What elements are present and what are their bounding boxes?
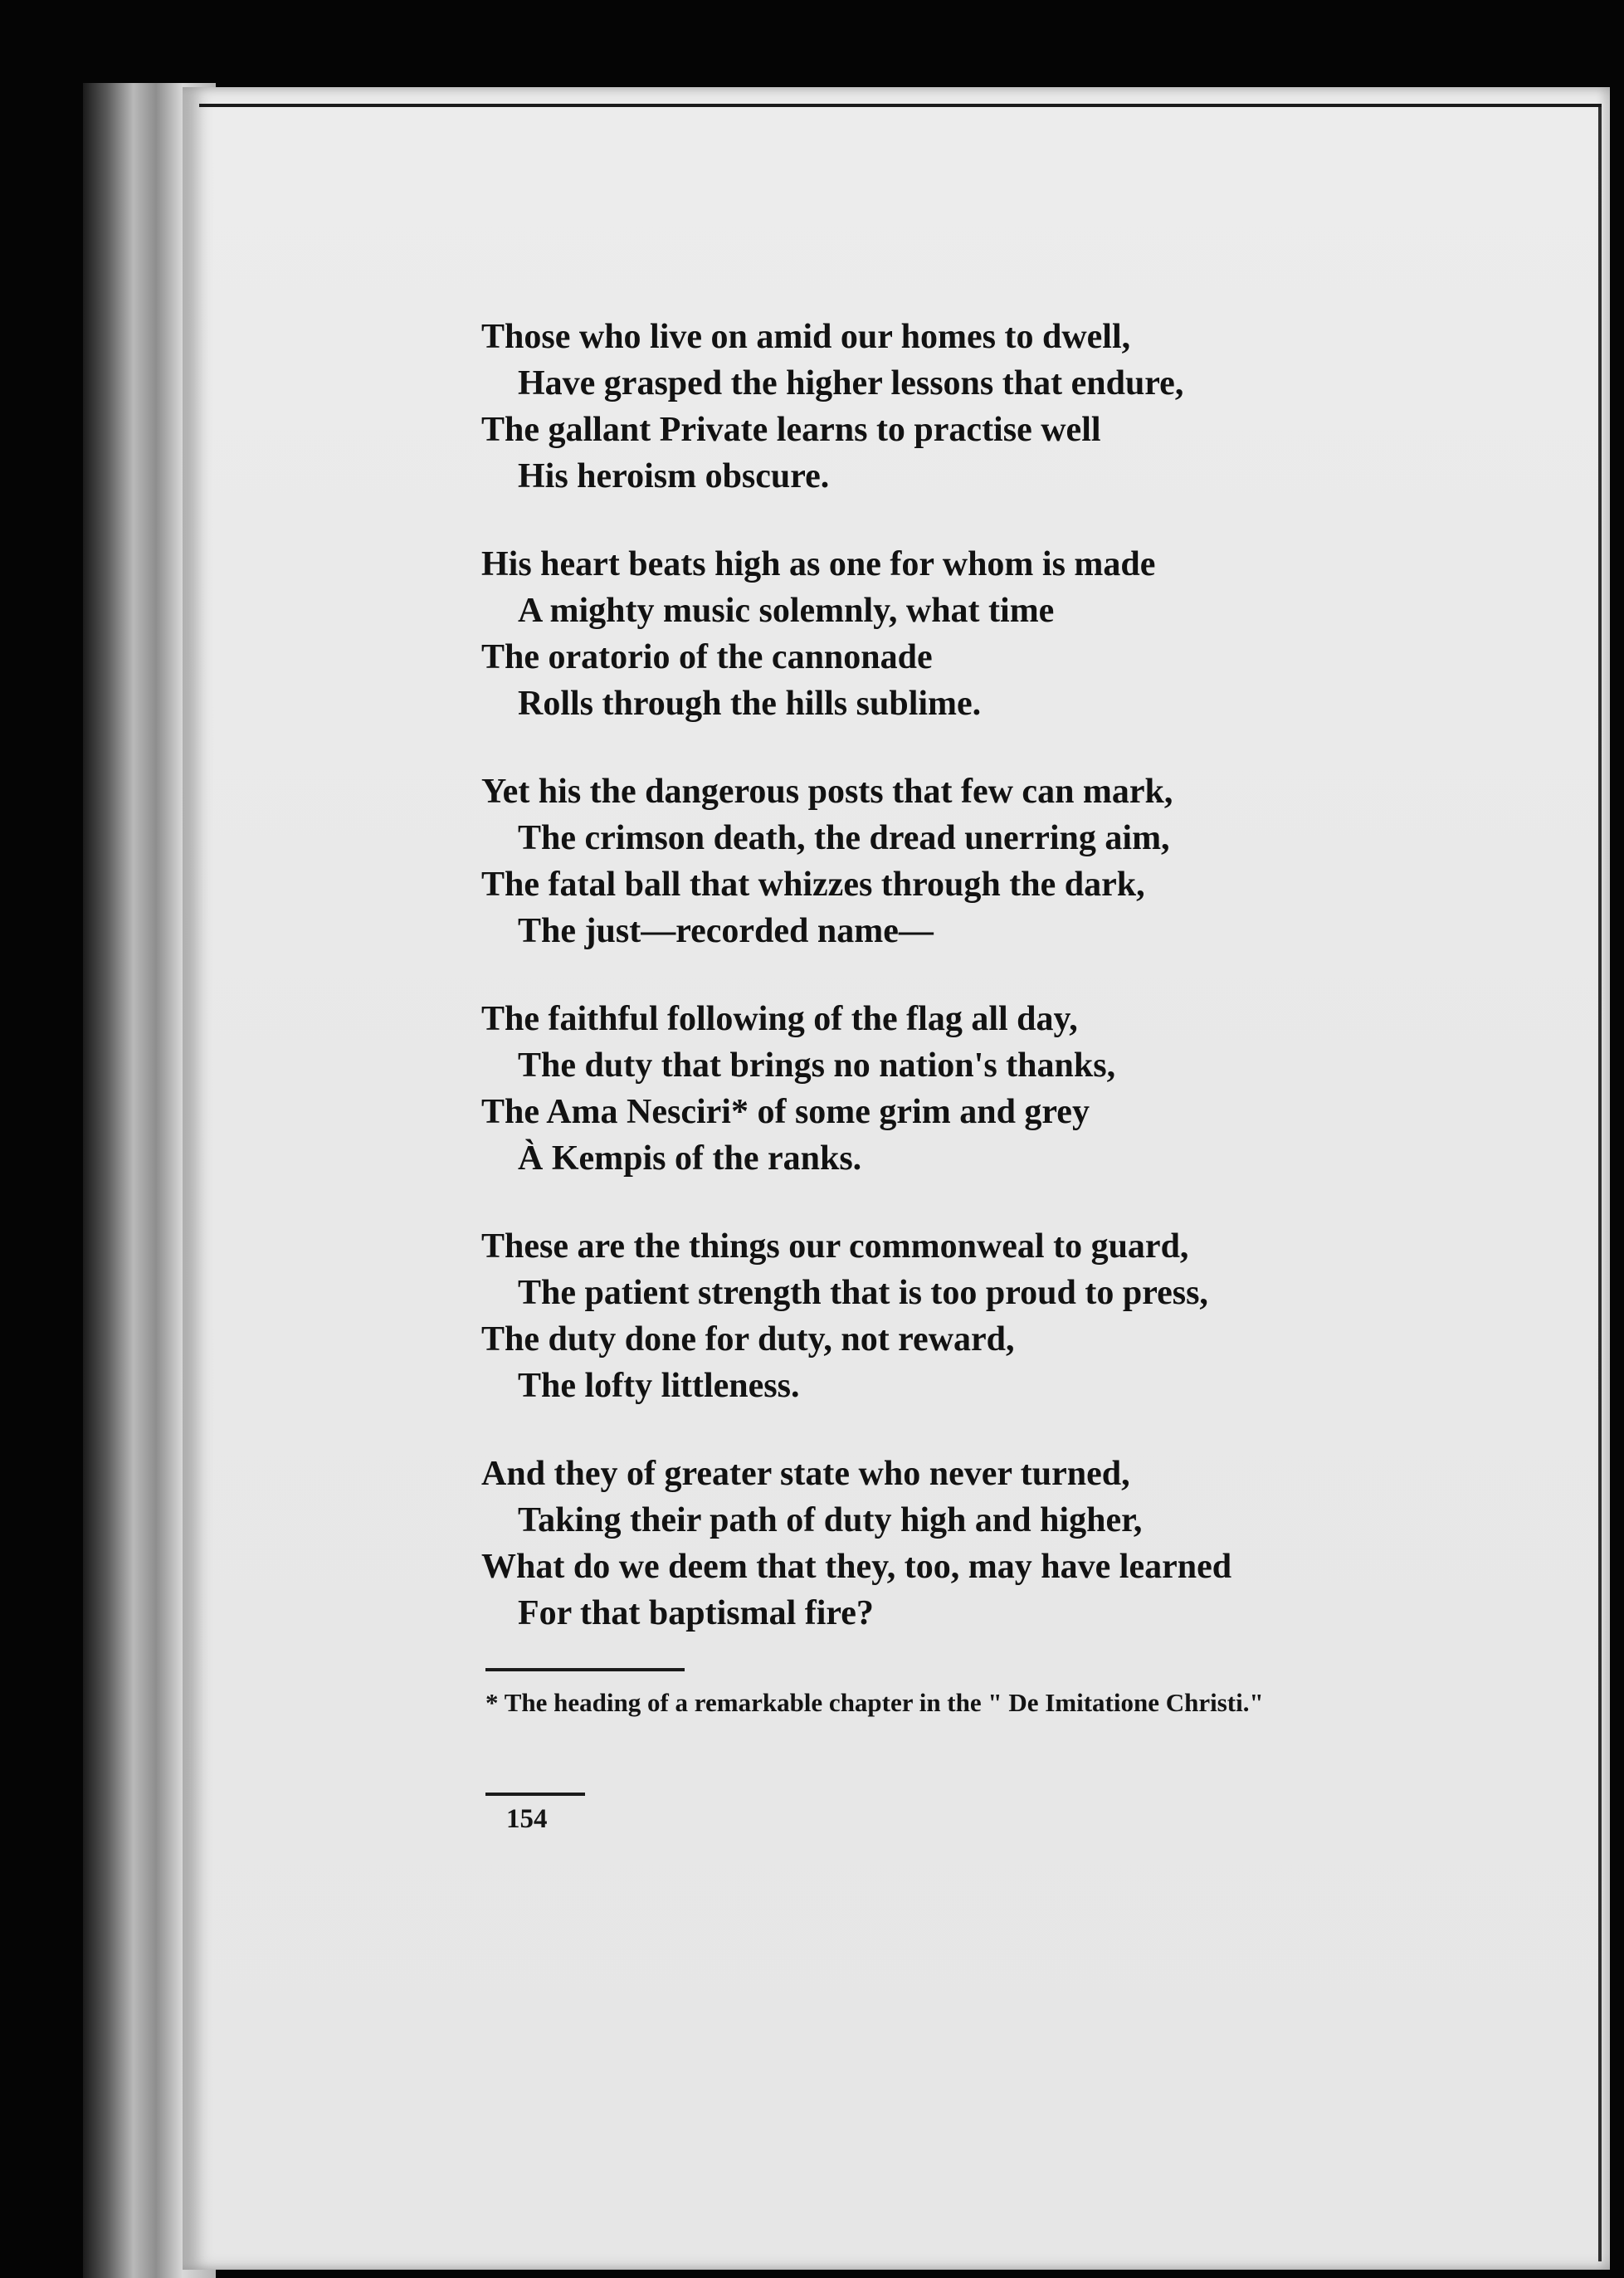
- poem-line: And they of greater state who never turned,: [481, 1455, 1130, 1493]
- poem-line: His heroism obscure.: [518, 457, 830, 495]
- poem-line: A mighty music solemnly, what time: [518, 592, 1055, 630]
- poem-line: Yet his the dangerous posts that few can mark,: [481, 773, 1173, 811]
- poem-text-block: [481, 314, 1461, 1678]
- poem-line: The lofty littleness.: [518, 1367, 800, 1405]
- footnote: * The heading of a remarkable chapter in the " De Imitatione Christi.": [485, 1688, 1264, 1717]
- poem-line: The patient strength that is too proud to press,: [518, 1274, 1208, 1312]
- poem-line: These are the things our commonweal to guard,: [481, 1227, 1189, 1266]
- poem-line: Have grasped the higher lessons that endure,: [518, 364, 1184, 402]
- top-page-rule: [199, 104, 1602, 107]
- poem-line: Rolls through the hills sublime.: [518, 685, 982, 723]
- footnote-rule: [485, 1668, 685, 1671]
- page-number-rule: [485, 1793, 585, 1796]
- stanza-2: [481, 541, 1461, 727]
- stanza-1: [481, 314, 1461, 500]
- poem-line: For that baptismal fire?: [518, 1594, 874, 1632]
- poem-line: The crimson death, the dread unerring aim,: [518, 819, 1170, 857]
- stanza-3: [481, 768, 1461, 954]
- poem-line: The just—recorded name—: [518, 912, 934, 950]
- poem-line: The oratorio of the cannonade: [481, 638, 933, 676]
- poem-line: Those who live on amid our homes to dwell,: [481, 318, 1131, 356]
- poem-line: What do we deem that they, too, may have learned: [481, 1548, 1232, 1586]
- poem-line: The fatal ball that whizzes through the dark,: [481, 866, 1145, 904]
- poem-line: The duty done for duty, not reward,: [481, 1320, 1015, 1359]
- right-page-edge: [1598, 104, 1602, 2261]
- poem-line: Taking their path of duty high and higher,: [518, 1501, 1143, 1539]
- stanza-6: [481, 1451, 1461, 1637]
- stanza-4: [481, 996, 1461, 1182]
- stanza-5: [481, 1223, 1461, 1409]
- poem-line: The faithful following of the flag all day,: [481, 1000, 1078, 1038]
- poem-line: The duty that brings no nation's thanks,: [518, 1046, 1116, 1085]
- poem-line: The gallant Private learns to practise well: [481, 411, 1101, 449]
- poem-line: The Ama Nesciri* of some grim and grey: [481, 1093, 1090, 1131]
- poem-line: À Kempis of the ranks.: [518, 1139, 862, 1178]
- page-number: 154: [506, 1804, 548, 1834]
- poem-line: His heart beats high as one for whom is made: [481, 545, 1156, 583]
